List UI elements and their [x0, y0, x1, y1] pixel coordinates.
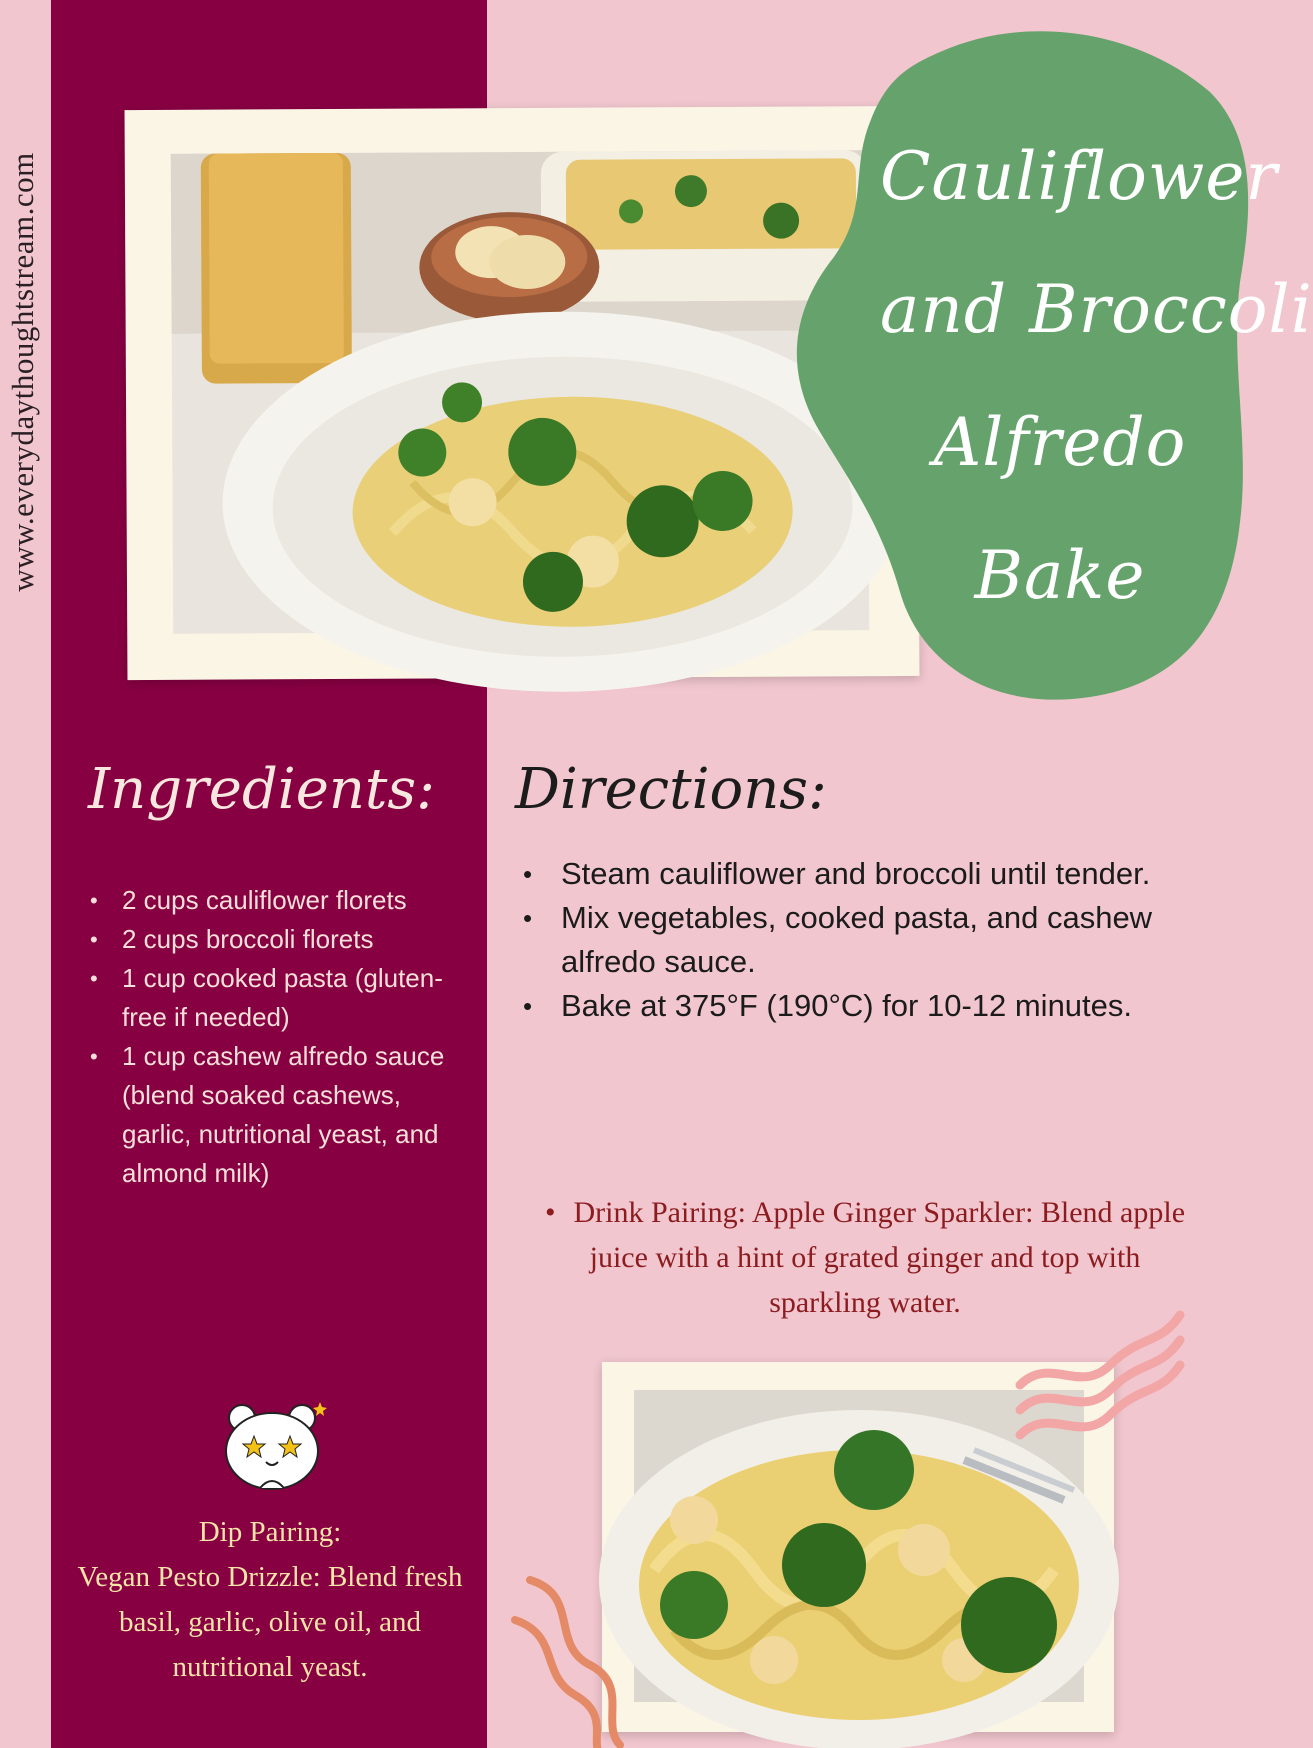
- dip-pairing-label: Dip Pairing:: [198, 1516, 342, 1548]
- list-item: • 1 cup cashew alfredo sauce (blend soaked cashews, garlic, nutritional yeast, and almond milk): [90, 1037, 450, 1193]
- website-url: www.everydaythoughtstream.com: [5, 152, 40, 592]
- ingredients-list: [90, 881, 450, 1193]
- website-vertical-text: [0, 0, 46, 1748]
- dip-pairing: [70, 1510, 470, 1690]
- dip-pairing-text: Vegan Pesto Drizzle: Blend fresh basil, garlic, olive oil, and nutritional yeast.: [77, 1561, 463, 1683]
- list-item: • Steam cauliflower and broccoli until tender.: [521, 852, 1191, 896]
- ingredients-heading: Ingredients:: [88, 757, 436, 822]
- pink-squiggle-decoration: [1010, 1325, 1190, 1455]
- title-line: and Broccoli: [880, 271, 1313, 348]
- title-line: Cauliflower: [880, 138, 1278, 215]
- title-line: Alfredo: [933, 404, 1187, 481]
- list-item: • 2 cups cauliflower florets: [90, 881, 450, 920]
- orange-squiggle-decoration: [520, 1575, 640, 1748]
- list-item: • Mix vegetables, cooked pasta, and cashew alfredo sauce.: [521, 896, 1191, 984]
- recipe-title: [880, 110, 1313, 642]
- list-item: • Bake at 375°F (190°C) for 10-12 minutes.: [521, 984, 1191, 1028]
- bear-mascot-icon: [220, 1396, 330, 1496]
- bullet-icon: •: [544, 1196, 556, 1229]
- list-item: • 1 cup cooked pasta (gluten-free if needed): [90, 959, 450, 1037]
- drink-pairing: [540, 1190, 1190, 1325]
- title-line: Bake: [974, 537, 1146, 614]
- pasta-bake-image: [171, 150, 870, 634]
- drink-pairing-text: Drink Pairing: Apple Ginger Sparkler: Blend apple juice with a hint of grated ginger and top with sparkling water.: [573, 1196, 1186, 1319]
- directions-heading: Directions:: [515, 757, 827, 822]
- list-item: • 2 cups broccoli florets: [90, 920, 450, 959]
- directions-list: [521, 852, 1191, 1028]
